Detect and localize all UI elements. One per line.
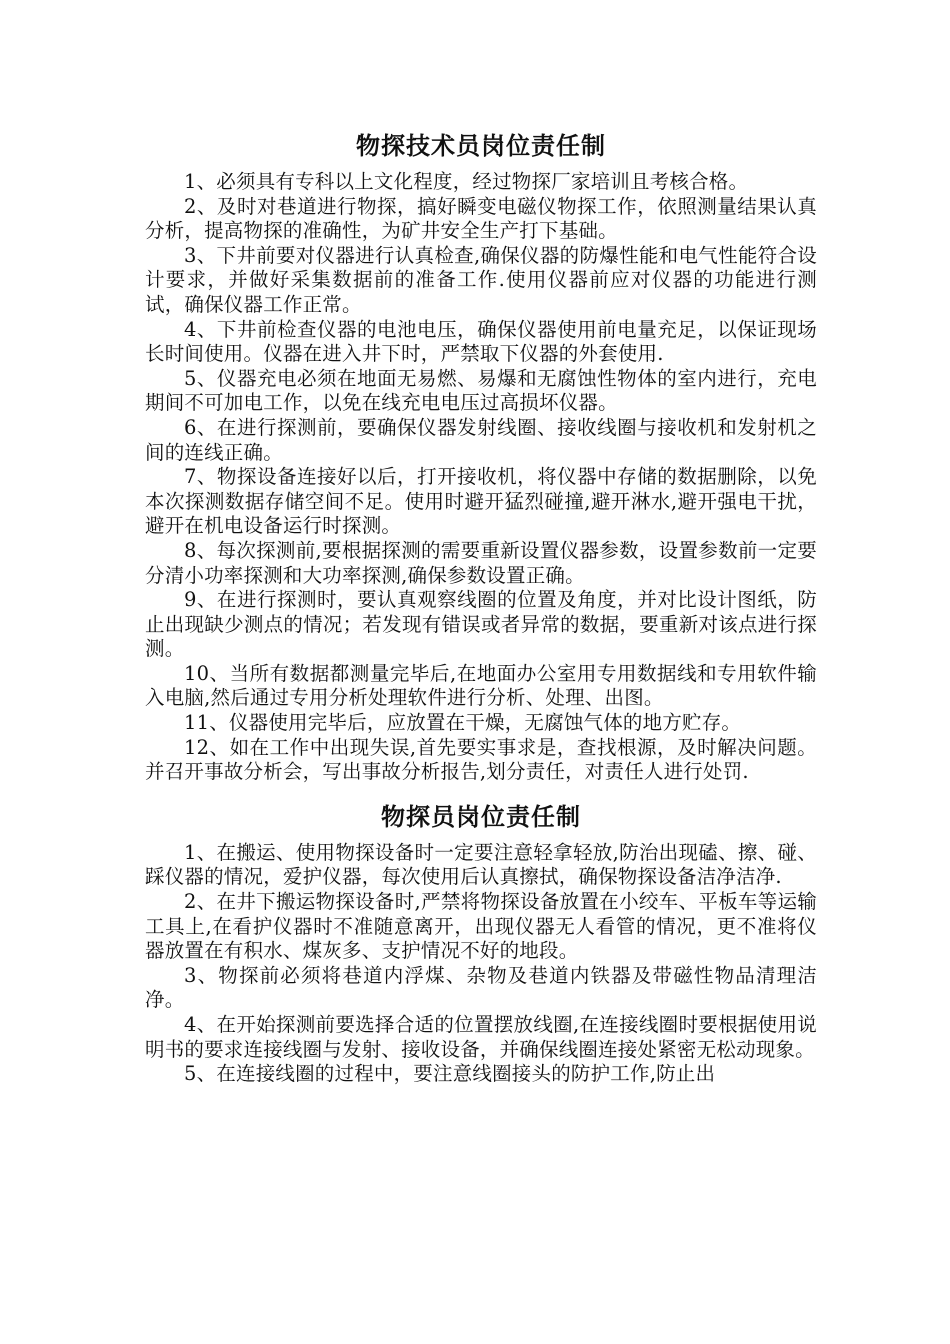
operator-item-1: 1、在搬运、使用物探设备时一定要注意轻拿轻放,防治出现磕、擦、碰、踩仪器的情况，爱护仪器，每次使用后认真擦拭，确保物探设备洁净洁净.	[145, 840, 817, 889]
technician-item-5: 5、仪器充电必须在地面无易燃、易爆和无腐蚀性物体的室内进行，充电期间不可加电工作，以免在线充电电压过高损坏仪器。	[145, 366, 817, 415]
technician-item-2: 2、及时对巷道进行物探，搞好瞬变电磁仪物探工作，依照测量结果认真分析，提高物探的准确性，为矿井安全生产打下基础。	[145, 194, 817, 243]
operator-item-2: 2、在井下搬运物探设备时,严禁将物探设备放置在小绞车、平板车等运输工具上,在看护仪器时不准随意离开，出现仪器无人看管的情况，更不准将仪器放置在有积水、煤灰多、支护情况不好的地段。	[145, 890, 817, 963]
technician-item-7: 7、物探设备连接好以后，打开接收机，将仪器中存储的数据删除，以免本次探测数据存储空间不足。使用时避开猛烈碰撞,避开淋水,避开强电干扰，避开在机电设备运行时探测。	[145, 465, 817, 538]
operator-item-3: 3、物探前必须将巷道内浮煤、杂物及巷道内铁器及带磁性物品清理洁净。	[145, 963, 817, 1012]
technician-item-12: 12、如在工作中出现失误,首先要实事求是，查找根源，及时解决问题。并召开事故分析会，写出事故分析报告,划分责任，对责任人进行处罚.	[145, 735, 817, 784]
technician-item-1: 1、必须具有专科以上文化程度，经过物探厂家培训且考核合格。	[184, 170, 749, 193]
document-page	[145, 128, 817, 1087]
technician-item-8: 8、每次探测前,要根据探测的需要重新设置仪器参数，设置参数前一定要分清小功率探测和大功率探测,确保参数设置正确。	[145, 538, 817, 587]
technician-item-11: 11、仪器使用完毕后，应放置在干燥，无腐蚀气体的地方贮存。	[184, 711, 742, 735]
technician-item-4: 4、下井前检查仪器的电池电压，确保仪器使用前电量充足，以保证现场长时间使用。仪器在进入井下时，严禁取下仪器的外套使用.	[145, 317, 817, 366]
operator-item-5: 5、在连接线圈的过程中，要注意线圈接头的防护工作,防止出	[184, 1062, 716, 1086]
technician-item-9: 9、在进行探测时，要认真观察线圈的位置及角度，并对比设计图纸，防止出现缺少测点的情况；若发现有错误或者异常的数据，要重新对该点进行探测。	[145, 588, 817, 661]
technician-item-6: 6、在进行探测前，要确保仪器发射线圈、接收线圈与接收机和发射机之间的连线正确。	[145, 415, 817, 464]
technician-item-3: 3、下井前要对仪器进行认真检查,确保仪器的防爆性能和电气性能符合设计要求，并做好采集数据前的准备工作.使用仪器前应对仪器的功能进行测试，确保仪器工作正常。	[145, 243, 817, 316]
section-title-technician: 物探技术员岗位责任制	[356, 131, 606, 160]
operator-item-4: 4、在开始探测前要选择合适的位置摆放线圈,在连接线圈时要根据使用说明书的要求连接线圈与发射、接收设备，并确保线圈连接处紧密无松动现象。	[145, 1013, 817, 1061]
section-title-operator: 物探员岗位责任制	[381, 801, 581, 831]
technician-item-10: 10、当所有数据都测量完毕后,在地面办公室用专用数据线和专用软件输入电脑,然后通过专用分析处理软件进行分析、处理、出图。	[145, 661, 817, 710]
